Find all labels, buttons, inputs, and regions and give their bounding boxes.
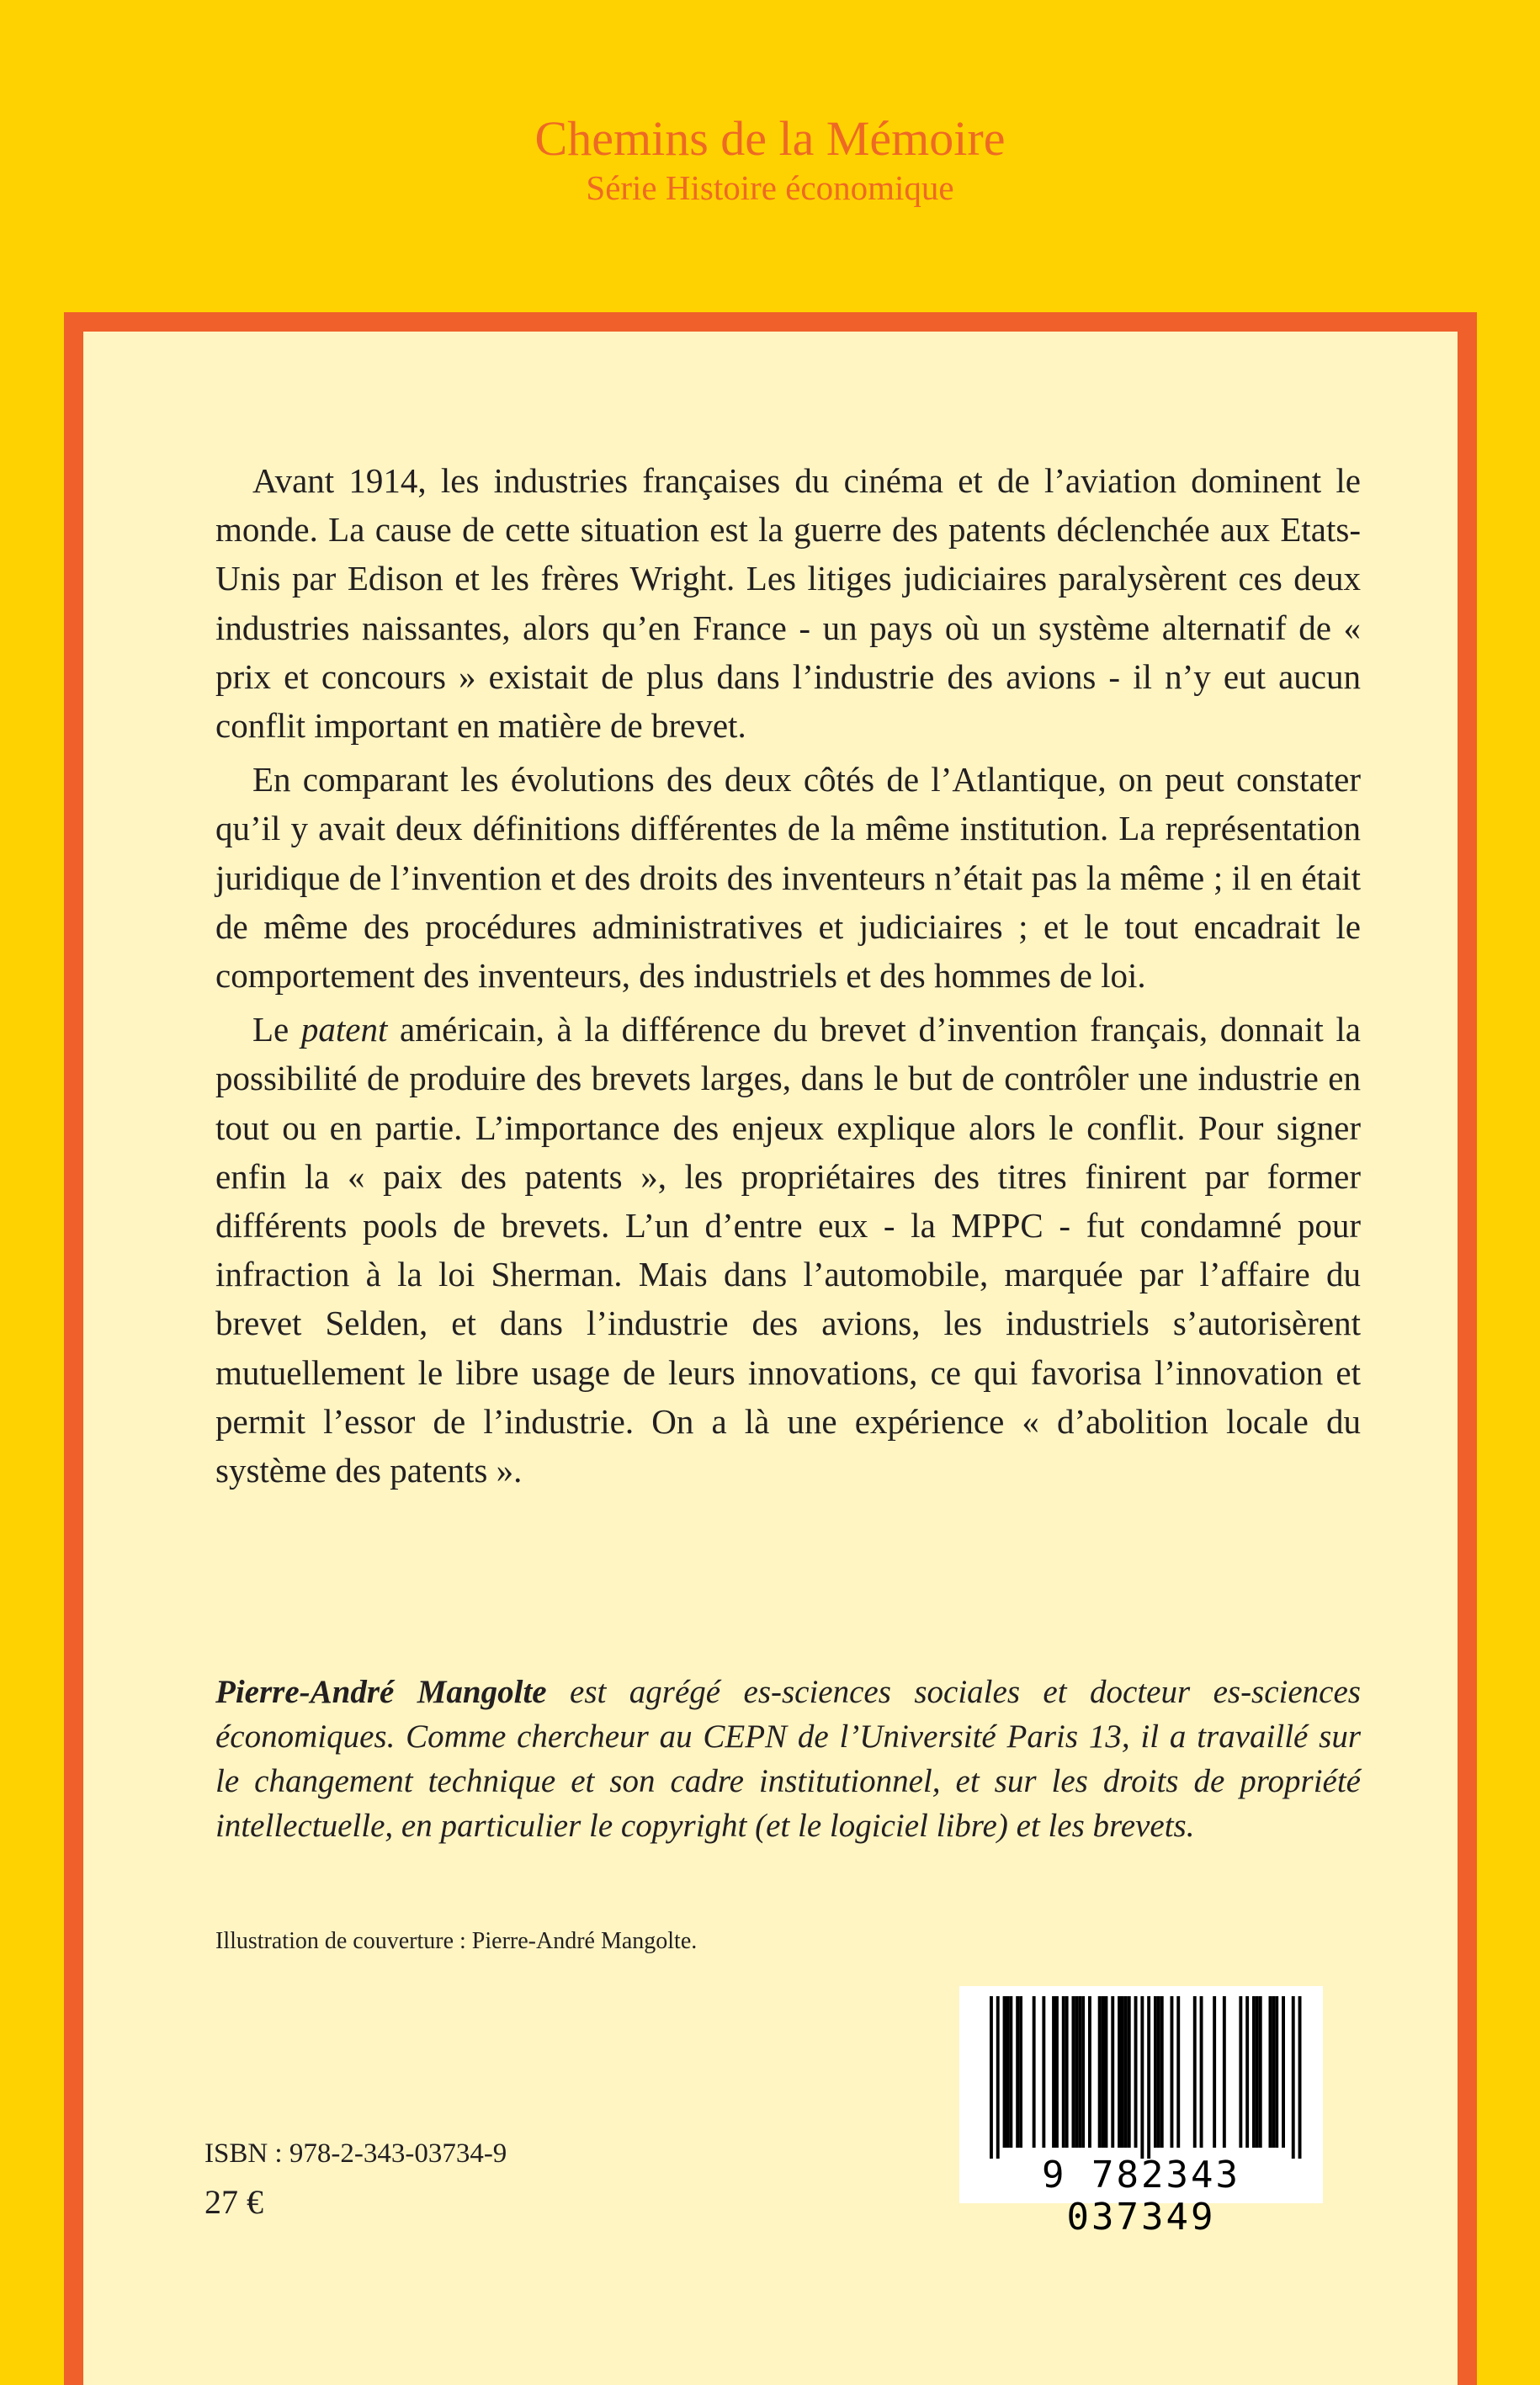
barcode-bar (1052, 1996, 1055, 2148)
barcode-bar (1121, 1996, 1124, 2148)
barcode-digits: 9 782343 037349 (1042, 2154, 1240, 2239)
barcode-bar (1081, 1996, 1085, 2148)
barcode-bar (1157, 1996, 1160, 2148)
barcode-bar (1088, 1996, 1091, 2148)
barcode-bar (1078, 1996, 1081, 2148)
barcode-bar (1055, 1996, 1059, 2148)
barcode-bar (1256, 1996, 1259, 2148)
barcode-bars (959, 1986, 1323, 2159)
barcode-bar (1009, 1996, 1012, 2148)
barcode-bar (1223, 1996, 1226, 2148)
barcode-bar (1072, 1996, 1075, 2148)
book-blurb (215, 456, 1361, 1500)
barcode-bar (1298, 1996, 1302, 2159)
barcode-bar (990, 1996, 993, 2159)
blurb-p3-start: Le (252, 1010, 301, 1049)
blurb-p3-emphasis: patent (300, 1010, 388, 1049)
barcode-bar (1292, 1996, 1295, 2159)
barcode-bar (1134, 1996, 1138, 2148)
barcode-bar (1239, 1996, 1242, 2148)
barcode-bar (1118, 1996, 1121, 2148)
barcode-bar (1019, 1996, 1022, 2148)
author-bio-text: est agrégé es-sciences sociales et docteur es-sciences économiques. Comme chercheur au CEPN de l’Université Paris 13, il a travaillé sur le changement technique et son cadre institutionnel, et sur les droits de propriété intellectuelle, en particulier le copyright (et le logiciel libre) et les brevets. (215, 1674, 1361, 1844)
barcode-bar (1062, 1996, 1065, 2148)
author-bio (215, 1670, 1361, 1848)
barcode-bar (1282, 1996, 1285, 2148)
series-header (0, 109, 1540, 209)
barcode-bar (1033, 1996, 1036, 2148)
barcode-bar (1105, 1996, 1108, 2148)
barcode-bar (1065, 1996, 1069, 2148)
barcode-bar (1176, 1996, 1180, 2148)
barcode-bar (1075, 1996, 1078, 2148)
barcode-bar (1213, 1996, 1216, 2148)
barcode-bar (1147, 1996, 1150, 2159)
isbn: ISBN : 978-2-343-03734-9 (204, 2138, 507, 2169)
barcode (959, 1986, 1323, 2239)
barcode-bar (1272, 1996, 1275, 2148)
barcode-bar (1275, 1996, 1278, 2148)
blurb-paragraph-1: Avant 1914, les industries françaises du cinéma et de l’aviation dominent le monde. La cause de cette situation est la guerre des patents déclenchée aux Etats-Unis par Edison et les frères Wright. Les litiges judiciaires paralysèrent ces deux industries naissantes, alors qu’en France - un pays où un système alternatif de « prix et concours » existait de plus dans l’industrie des avions - il n’y eut aucun conflit important en matière de brevet. (215, 461, 1361, 746)
blurb-paragraph-3 (215, 1005, 1361, 1495)
barcode-bar (1016, 1996, 1019, 2148)
blurb-paragraph-2: En comparant les évolutions des deux côtés de l’Atlantique, on peut constater qu’il y avait deux définitions différentes de la même institution. La représentation juridique de l’invention et des droits des inventeurs n’était pas la même ; il en était de même des procédures administratives et judiciaires ; et le tout encadrait le comportement des inventeurs, des industriels et des hommes de loi. (215, 760, 1361, 996)
barcode-bar (1003, 1996, 1006, 2148)
author-name: Pierre-André Mangolte (215, 1674, 547, 1710)
barcode-bar (1154, 1996, 1157, 2148)
price: 27 € (204, 2183, 263, 2221)
barcode-bar (1124, 1996, 1128, 2148)
barcode-bar (1042, 1996, 1045, 2148)
blurb-p3-rest: américain, à la différence du brevet d’invention français, donnait la possibilité de produire des brevets larges, dans le but de contrôler une industrie en tout ou en partie. L’importance des enjeux explique alors le conflit. Pour signer enfin la « paix des patents », les propriétaires des titres finirent par former différents pools de brevets. L’un d’entre eux - la MPPC - fut condamné pour infraction à la loi Sherman. Mais dans l’automobile, marquée par l’affaire du brevet Selden, et dans l’industrie des avions, les industriels s’autorisèrent mutuellement le libre usage de leurs innovations, ce qui favorisa l’innovation et permit l’essor de l’industrie. On a là une expérience « d’abolition locale du système des patents ». (215, 1010, 1361, 1490)
barcode-bar (1111, 1996, 1114, 2148)
barcode-bar (1102, 1996, 1105, 2148)
barcode-bar (1252, 1996, 1256, 2148)
series-title: Chemins de la Mémoire (534, 111, 1006, 166)
cover-illustration-credit: Illustration de couverture : Pierre-André Mangolte. (215, 1928, 698, 1954)
barcode-bar (996, 1996, 1000, 2159)
barcode-bar (1160, 1996, 1164, 2148)
barcode-bar (1245, 1996, 1249, 2148)
barcode-bar (1098, 1996, 1102, 2148)
barcode-bar (1140, 1996, 1144, 2159)
series-subtitle: Série Histoire économique (586, 168, 954, 207)
barcode-bar (1171, 1996, 1174, 2148)
barcode-bar (1128, 1996, 1131, 2148)
barcode-bar (1259, 1996, 1262, 2148)
barcode-bar (1200, 1996, 1203, 2148)
barcode-bar (1006, 1996, 1010, 2148)
back-cover-panel (64, 312, 1477, 2385)
barcode-bar (1193, 1996, 1197, 2148)
barcode-bar (1269, 1996, 1272, 2148)
